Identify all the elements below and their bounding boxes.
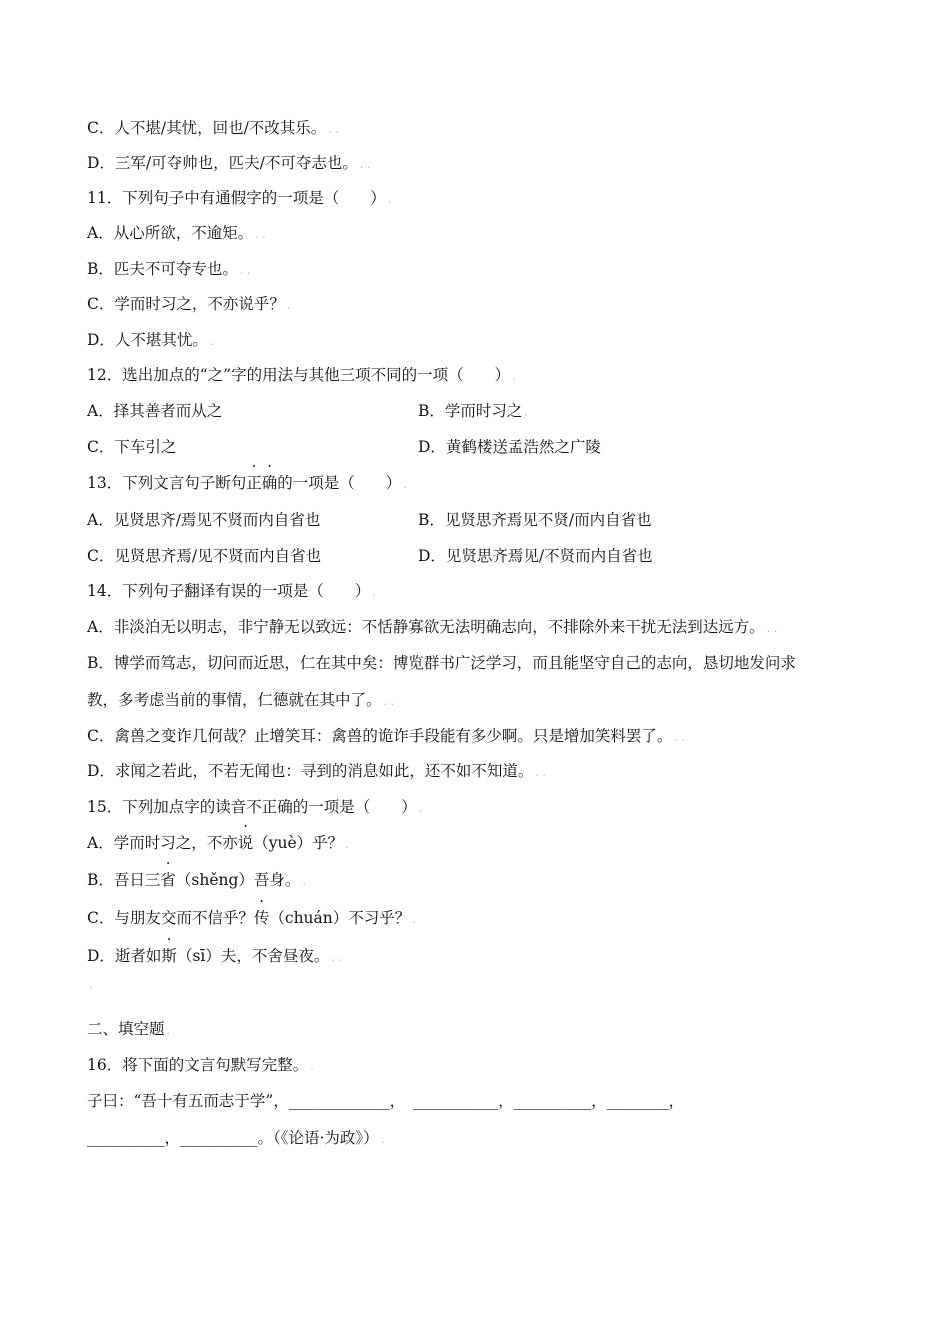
q14-option-a: A．非淡泊无以明志，非宁静无以致远：不恬静寡欲无法明确志向，不排除外来干扰无法到达远方。 . .	[87, 618, 778, 636]
q15-option-d: D．逝者如斯（sī）夫，不舍昼夜。 . .	[87, 947, 342, 965]
q14-stem: 14．下列句子翻译有误的一项是（ ） .	[87, 582, 376, 600]
q14-option-b-line2: 教，多考虑当前的事情，仁德就在其中了。 . .	[87, 691, 395, 709]
q12-option-c: C．下车引之	[87, 438, 177, 456]
q12-option-a: A．择其善者而从之	[87, 402, 223, 420]
q10-option-c: C．人不堪/其忧，回也/不改其乐。 . .	[87, 119, 339, 137]
q11-stem: 11．下列句子中有通假字的一项是（ ） .	[87, 189, 392, 207]
q12-stem: 12．选出加点的“之”字的用法与其他三项不同的一项（ ） .	[87, 366, 516, 384]
q11-option-a: A．从心所欲，不逾矩。 . .	[87, 224, 266, 242]
q15-option-c: C．与朋友交而不信乎？传（chuán）不习乎？ .	[87, 909, 416, 927]
q16-fill-line-1: 子曰：“吾十有五而志于学”，_____________， ___________，__________，________，	[87, 1092, 685, 1110]
q15-option-a: A．学而时习之，不亦说（yuè）乎？ .	[87, 834, 349, 852]
q11-option-c: C．学而时习之，不亦说乎？ .	[87, 295, 291, 313]
section-2-title: 二、填空题 .	[87, 1020, 171, 1038]
q14-option-b-line1: B．博学而笃志，切问而近思，仁在其中矣：博览群书广泛学习，而且能坚守自己的志向，恳切地发问求	[87, 654, 796, 672]
q13-option-b: B．见贤思齐焉见不贤/而内自省也	[418, 511, 652, 529]
q11-option-b: B．匹夫不可夺专也。 . .	[87, 260, 251, 278]
q16-stem: 16．将下面的文言句默写完整。 .	[87, 1056, 314, 1074]
q12-option-d: D．黄鹤楼送孟浩然之广陵	[418, 438, 601, 456]
q12-option-b: B．学而时习之 .	[418, 402, 528, 420]
q13-stem: 13．下列文言句子断句正确的一项是（ ） .	[87, 474, 407, 492]
paragraph-mark: .	[89, 978, 93, 991]
q13-option-c: C．见贤思齐焉/见不贤而内自省也	[87, 547, 322, 565]
q10-option-d: D．三军/可夺帅也，匹夫/不可夺志也。 . .	[87, 154, 371, 172]
q14-option-c: C．禽兽之变诈几何哉？止增笑耳：禽兽的诡诈手段能有多少啊。只是增加笑料罢了。 . .	[87, 727, 685, 745]
q16-fill-line-2: __________，__________。（《论语·为政》） .	[87, 1129, 385, 1147]
q15-stem: 15．下列加点字的读音不正确的一项是（ ） .	[87, 798, 423, 816]
q11-option-d: D．人不堪其忧。 .	[87, 331, 214, 349]
q14-option-d: D．求闻之若此，不若无闻也：寻到的消息如此，还不如不知道。 . .	[87, 762, 546, 780]
q13-option-d: D．见贤思齐焉见/不贤而内自省也	[418, 547, 653, 565]
q13-option-a: A．见贤思齐/焉见不贤而内自省也	[87, 511, 321, 529]
q15-option-b: B．吾日三省（shěng）吾身。 .	[87, 871, 306, 889]
